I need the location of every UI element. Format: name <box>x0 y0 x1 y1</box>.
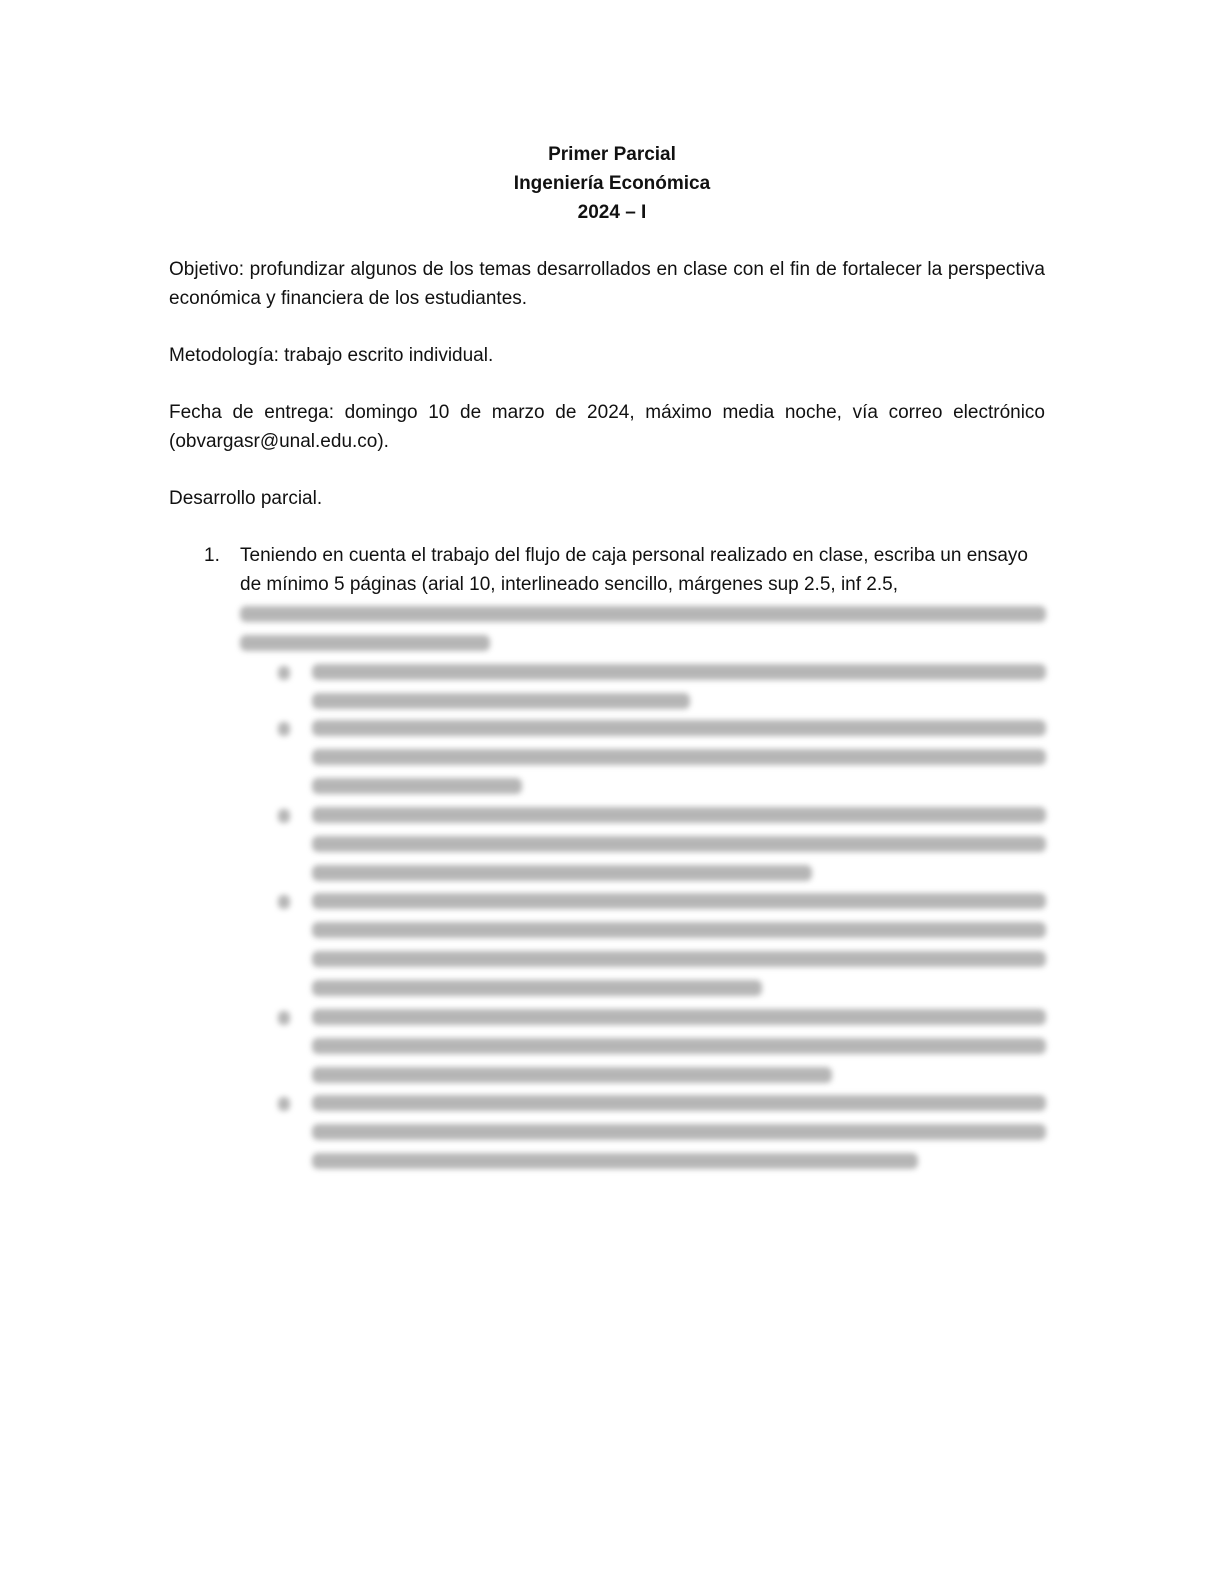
blurred-line <box>312 693 690 709</box>
blurred-line <box>312 1153 918 1169</box>
blurred-content <box>240 598 1048 1178</box>
blurred-line <box>312 778 522 794</box>
blurred-line <box>312 749 1046 765</box>
blurred-line <box>312 922 1046 938</box>
due-date-paragraph: Fecha de entrega: domingo 10 de marzo de 2024, máximo media noche, vía correo electrónico (obvargasr@unal.edu.co). <box>169 402 1045 452</box>
blurred-marker <box>278 1097 290 1111</box>
list-item-number: 1. <box>204 545 220 566</box>
blurred-line <box>312 1009 1046 1025</box>
blurred-line <box>312 1038 1046 1054</box>
course-name: Ingeniería Económica <box>513 173 711 194</box>
exam-title: Primer Parcial <box>548 144 676 165</box>
blurred-line <box>312 836 1046 852</box>
blurred-line <box>312 893 1046 909</box>
blurred-line <box>240 635 490 651</box>
development-heading: Desarrollo parcial. <box>169 488 323 509</box>
blurred-marker <box>278 1011 290 1025</box>
blurred-marker <box>278 722 290 736</box>
document-header <box>0 140 1224 227</box>
objective-paragraph: Objetivo: profundizar algunos de los temas desarrollados en clase con el fin de fortalecer la perspectiva económica y financiera de los estudiantes. <box>169 259 1045 309</box>
blurred-marker <box>278 895 290 909</box>
blurred-line <box>312 720 1046 736</box>
blurred-line <box>312 1124 1046 1140</box>
list-item <box>169 541 1045 599</box>
blurred-line <box>240 606 1046 622</box>
blurred-marker <box>278 666 290 680</box>
list-item-text: Teniendo en cuenta el trabajo del flujo de caja personal realizado en clase, escriba un ensayo de mínimo 5 páginas (arial 10, interlineado sencillo, márgenes sup 2.5, inf 2.5, <box>240 545 1028 595</box>
blurred-marker <box>278 809 290 823</box>
blurred-line <box>312 1095 1046 1111</box>
blurred-line <box>312 1067 832 1083</box>
term: 2024 – I <box>577 202 647 223</box>
document-body <box>169 255 1045 541</box>
blurred-line <box>312 807 1046 823</box>
blurred-line <box>312 951 1046 967</box>
blurred-line <box>312 865 812 881</box>
blurred-line <box>312 980 762 996</box>
blurred-line <box>312 664 1046 680</box>
methodology-paragraph: Metodología: trabajo escrito individual. <box>169 345 494 366</box>
